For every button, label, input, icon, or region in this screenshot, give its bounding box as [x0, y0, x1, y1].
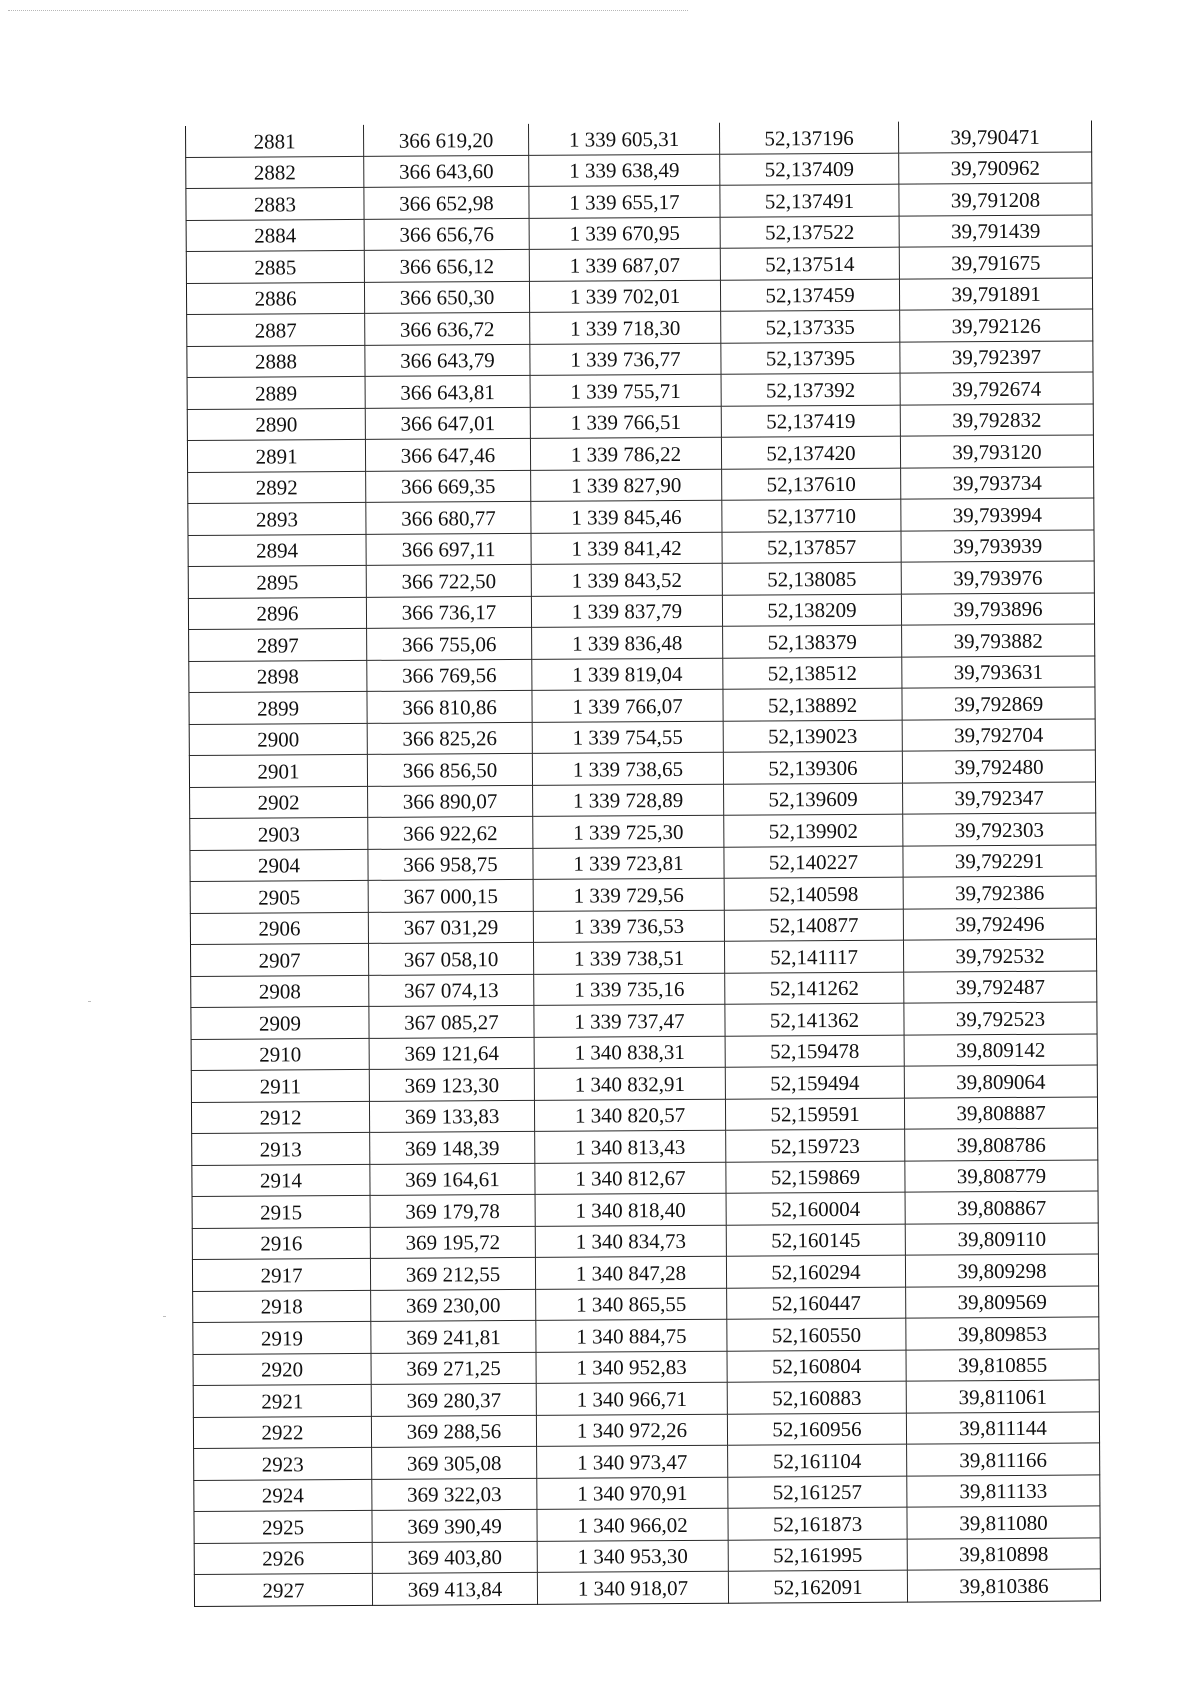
x-coordinate-cell: 366 697,11: [366, 533, 531, 566]
table-row: [186, 151, 1092, 188]
table-row: [187, 403, 1093, 440]
latitude-cell: 52,159478: [725, 1035, 904, 1068]
point-number-cell: 2897: [189, 628, 367, 661]
x-coordinate-cell: 366 652,98: [364, 186, 529, 219]
point-number-cell: 2886: [186, 282, 364, 315]
y-coordinate-cell: 1 339 718,30: [530, 311, 721, 344]
x-coordinate-cell: 369 164,61: [370, 1163, 535, 1196]
coordinates-table: [185, 120, 1101, 1606]
longitude-cell: 39,792397: [900, 340, 1093, 373]
longitude-cell: 39,791439: [899, 214, 1092, 247]
x-coordinate-cell: 366 636,72: [365, 312, 530, 345]
longitude-cell: 39,792674: [900, 372, 1093, 405]
x-coordinate-cell: 369 195,72: [370, 1226, 535, 1259]
point-number-cell: 2926: [194, 1542, 372, 1575]
latitude-cell: 52,139023: [723, 720, 902, 753]
point-number-cell: 2895: [188, 565, 366, 598]
table-row: [188, 466, 1094, 503]
point-number-cell: 2900: [189, 723, 367, 756]
table-row: [189, 718, 1095, 755]
latitude-cell: 52,139609: [724, 783, 903, 816]
point-number-cell: 2905: [190, 880, 368, 913]
x-coordinate-cell: 366 656,12: [364, 249, 529, 282]
x-coordinate-cell: 369 403,80: [372, 1541, 537, 1574]
point-number-cell: 2917: [192, 1258, 370, 1291]
longitude-cell: 39,811144: [906, 1411, 1099, 1444]
y-coordinate-cell: 1 339 723,81: [533, 847, 724, 880]
x-coordinate-cell: 366 643,79: [365, 344, 530, 377]
y-coordinate-cell: 1 339 755,71: [530, 374, 721, 407]
latitude-cell: 52,138512: [723, 657, 902, 690]
y-coordinate-cell: 1 339 670,95: [529, 217, 720, 250]
latitude-cell: 52,159723: [726, 1129, 905, 1162]
longitude-cell: 39,790471: [898, 120, 1091, 152]
longitude-cell: 39,811061: [906, 1380, 1099, 1413]
point-number-cell: 2907: [190, 943, 368, 976]
table-row: [190, 844, 1096, 881]
longitude-cell: 39,792496: [903, 907, 1096, 940]
point-number-cell: 2921: [193, 1384, 371, 1417]
x-coordinate-cell: 369 305,08: [372, 1446, 537, 1479]
y-coordinate-cell: 1 340 953,30: [537, 1540, 728, 1573]
table-row: [190, 907, 1096, 944]
x-coordinate-cell: 369 241,81: [371, 1320, 536, 1353]
latitude-cell: 52,160804: [727, 1350, 906, 1383]
point-number-cell: 2903: [190, 817, 368, 850]
point-number-cell: 2922: [193, 1416, 371, 1449]
x-coordinate-cell: 369 133,83: [369, 1100, 534, 1133]
x-coordinate-cell: 366 656,76: [364, 218, 529, 251]
y-coordinate-cell: 1 339 766,07: [532, 689, 723, 722]
x-coordinate-cell: 369 390,49: [372, 1509, 537, 1542]
point-number-cell: 2912: [191, 1101, 369, 1134]
x-coordinate-cell: 366 755,06: [367, 627, 532, 660]
table-row: [185, 120, 1091, 157]
latitude-cell: 52,137419: [721, 405, 900, 438]
y-coordinate-cell: 1 340 952,83: [536, 1351, 727, 1384]
y-coordinate-cell: 1 339 729,56: [533, 878, 724, 911]
latitude-cell: 52,160550: [727, 1318, 906, 1351]
latitude-cell: 52,137409: [720, 153, 899, 186]
x-coordinate-cell: 369 212,55: [370, 1257, 535, 1290]
y-coordinate-cell: 1 339 702,01: [529, 280, 720, 313]
y-coordinate-cell: 1 340 884,75: [536, 1319, 727, 1352]
longitude-cell: 39,810855: [906, 1348, 1099, 1381]
x-coordinate-cell: 366 922,62: [368, 816, 533, 849]
longitude-cell: 39,793631: [902, 655, 1095, 688]
table-row: [194, 1537, 1100, 1574]
longitude-cell: 39,809142: [904, 1033, 1097, 1066]
table-row: [192, 1159, 1098, 1196]
table-row: [187, 309, 1093, 346]
longitude-cell: 39,809064: [904, 1065, 1097, 1098]
point-number-cell: 2923: [194, 1447, 372, 1480]
latitude-cell: 52,160294: [726, 1255, 905, 1288]
x-coordinate-cell: 367 074,13: [369, 974, 534, 1007]
longitude-cell: 39,793994: [901, 498, 1094, 531]
y-coordinate-cell: 1 340 918,07: [537, 1571, 728, 1604]
point-number-cell: 2918: [193, 1290, 371, 1323]
y-coordinate-cell: 1 339 687,07: [529, 248, 720, 281]
table-row: [191, 1002, 1097, 1039]
longitude-cell: 39,793896: [901, 592, 1094, 625]
longitude-cell: 39,793882: [902, 624, 1095, 657]
y-coordinate-cell: 1 339 836,48: [532, 626, 723, 659]
point-number-cell: 2904: [190, 849, 368, 882]
latitude-cell: 52,137710: [722, 499, 901, 532]
x-coordinate-cell: 367 058,10: [368, 942, 533, 975]
table-row: [192, 1191, 1098, 1228]
point-number-cell: 2916: [192, 1227, 370, 1260]
scan-speck: [163, 1316, 166, 1317]
latitude-cell: 52,159869: [726, 1161, 905, 1194]
x-coordinate-cell: 367 031,29: [368, 911, 533, 944]
latitude-cell: 52,137459: [720, 279, 899, 312]
table-row: [193, 1317, 1099, 1354]
point-number-cell: 2915: [192, 1195, 370, 1228]
longitude-cell: 39,792704: [902, 718, 1095, 751]
table-row: [194, 1569, 1100, 1606]
longitude-cell: 39,792291: [903, 844, 1096, 877]
y-coordinate-cell: 1 339 736,53: [533, 910, 724, 943]
table-row: [186, 183, 1092, 220]
x-coordinate-cell: 366 647,01: [365, 407, 530, 440]
point-number-cell: 2888: [187, 345, 365, 378]
longitude-cell: 39,792347: [903, 781, 1096, 814]
latitude-cell: 52,140227: [724, 846, 903, 879]
y-coordinate-cell: 1 339 638,49: [529, 154, 720, 187]
table-row: [190, 813, 1096, 850]
latitude-cell: 52,139902: [724, 814, 903, 847]
y-coordinate-cell: 1 340 832,91: [534, 1067, 725, 1100]
latitude-cell: 52,141362: [725, 1003, 904, 1036]
x-coordinate-cell: 366 680,77: [366, 501, 531, 534]
latitude-cell: 52,160883: [727, 1381, 906, 1414]
point-number-cell: 2891: [187, 439, 365, 472]
scan-speck: [88, 1001, 91, 1002]
table-row: [187, 372, 1093, 409]
longitude-cell: 39,810898: [907, 1537, 1100, 1570]
y-coordinate-cell: 1 340 973,47: [537, 1445, 728, 1478]
longitude-cell: 39,810386: [907, 1569, 1100, 1602]
point-number-cell: 2889: [187, 376, 365, 409]
longitude-cell: 39,793120: [900, 435, 1093, 468]
latitude-cell: 52,162091: [728, 1570, 907, 1603]
point-number-cell: 2911: [191, 1069, 369, 1102]
latitude-cell: 52,160447: [727, 1287, 906, 1320]
table-row: [192, 1254, 1098, 1291]
y-coordinate-cell: 1 339 735,16: [534, 973, 725, 1006]
y-coordinate-cell: 1 339 766,51: [530, 406, 721, 439]
table-row: [194, 1443, 1100, 1480]
latitude-cell: 52,138209: [722, 594, 901, 627]
latitude-cell: 52,140877: [724, 909, 903, 942]
y-coordinate-cell: 1 339 754,55: [532, 721, 723, 754]
x-coordinate-cell: 366 643,60: [364, 155, 529, 188]
latitude-cell: 52,159494: [725, 1066, 904, 1099]
x-coordinate-cell: 369 280,37: [371, 1383, 536, 1416]
longitude-cell: 39,792869: [902, 687, 1095, 720]
latitude-cell: 52,141262: [725, 972, 904, 1005]
latitude-cell: 52,160145: [726, 1224, 905, 1257]
latitude-cell: 52,160956: [727, 1413, 906, 1446]
point-number-cell: 2890: [187, 408, 365, 441]
point-number-cell: 2906: [190, 912, 368, 945]
y-coordinate-cell: 1 340 970,91: [537, 1477, 728, 1510]
x-coordinate-cell: 366 643,81: [365, 375, 530, 408]
y-coordinate-cell: 1 339 819,04: [532, 658, 723, 691]
longitude-cell: 39,808887: [904, 1096, 1097, 1129]
x-coordinate-cell: 369 230,00: [371, 1289, 536, 1322]
longitude-cell: 39,793976: [901, 561, 1094, 594]
point-number-cell: 2913: [192, 1132, 370, 1165]
table-row: [191, 1096, 1097, 1133]
longitude-cell: 39,793734: [901, 466, 1094, 499]
y-coordinate-cell: 1 339 841,42: [531, 532, 722, 565]
x-coordinate-cell: 366 890,07: [368, 785, 533, 818]
y-coordinate-cell: 1 339 725,30: [533, 815, 724, 848]
table-row: [187, 435, 1093, 472]
table-row: [187, 340, 1093, 377]
table-row: [189, 655, 1095, 692]
latitude-cell: 52,139306: [723, 751, 902, 784]
x-coordinate-cell: 367 085,27: [369, 1005, 534, 1038]
point-number-cell: 2925: [194, 1510, 372, 1543]
y-coordinate-cell: 1 339 843,52: [531, 563, 722, 596]
longitude-cell: 39,811133: [907, 1474, 1100, 1507]
latitude-cell: 52,161873: [728, 1507, 907, 1540]
point-number-cell: 2902: [190, 786, 368, 819]
y-coordinate-cell: 1 340 838,31: [534, 1036, 725, 1069]
point-number-cell: 2901: [189, 754, 367, 787]
longitude-cell: 39,792487: [904, 970, 1097, 1003]
longitude-cell: 39,791208: [899, 183, 1092, 216]
x-coordinate-cell: 366 669,35: [366, 470, 531, 503]
longitude-cell: 39,809569: [906, 1285, 1099, 1318]
point-number-cell: 2885: [186, 250, 364, 283]
y-coordinate-cell: 1 339 837,79: [531, 595, 722, 628]
latitude-cell: 52,138085: [722, 562, 901, 595]
longitude-cell: 39,791891: [899, 277, 1092, 310]
table-row: [193, 1380, 1099, 1417]
x-coordinate-cell: 366 810,86: [367, 690, 532, 723]
longitude-cell: 39,811166: [907, 1443, 1100, 1476]
point-number-cell: 2881: [185, 125, 363, 157]
table-row: [189, 624, 1095, 661]
point-number-cell: 2887: [187, 313, 365, 346]
x-coordinate-cell: 366 958,75: [368, 848, 533, 881]
latitude-cell: 52,138379: [723, 625, 902, 658]
scan-artifact-line: [8, 10, 688, 11]
table-row: [190, 876, 1096, 913]
coordinates-table-body: [185, 120, 1100, 1606]
point-number-cell: 2927: [194, 1573, 372, 1606]
longitude-cell: 39,808786: [905, 1128, 1098, 1161]
x-coordinate-cell: 369 148,39: [370, 1131, 535, 1164]
longitude-cell: 39,791675: [899, 246, 1092, 279]
table-row: [194, 1474, 1100, 1511]
point-number-cell: 2910: [191, 1038, 369, 1071]
longitude-cell: 39,792303: [903, 813, 1096, 846]
x-coordinate-cell: 366 856,50: [367, 753, 532, 786]
y-coordinate-cell: 1 340 966,71: [536, 1382, 727, 1415]
y-coordinate-cell: 1 339 827,90: [531, 469, 722, 502]
longitude-cell: 39,792126: [900, 309, 1093, 342]
table-row: [192, 1222, 1098, 1259]
point-number-cell: 2896: [188, 597, 366, 630]
latitude-cell: 52,137514: [720, 247, 899, 280]
longitude-cell: 39,809853: [906, 1317, 1099, 1350]
longitude-cell: 39,792832: [900, 403, 1093, 436]
point-number-cell: 2914: [192, 1164, 370, 1197]
latitude-cell: 52,137392: [721, 373, 900, 406]
x-coordinate-cell: 369 271,25: [371, 1352, 536, 1385]
longitude-cell: 39,808779: [905, 1159, 1098, 1192]
table-row: [190, 939, 1096, 976]
latitude-cell: 52,137335: [721, 310, 900, 343]
x-coordinate-cell: 369 123,30: [369, 1068, 534, 1101]
y-coordinate-cell: 1 340 812,67: [535, 1162, 726, 1195]
y-coordinate-cell: 1 340 865,55: [536, 1288, 727, 1321]
longitude-cell: 39,790962: [899, 151, 1092, 184]
latitude-cell: 52,137522: [720, 216, 899, 249]
table-row: [188, 592, 1094, 629]
point-number-cell: 2924: [194, 1479, 372, 1512]
point-number-cell: 2909: [191, 1006, 369, 1039]
y-coordinate-cell: 1 340 834,73: [535, 1225, 726, 1258]
table-row: [191, 1033, 1097, 1070]
table-row: [194, 1506, 1100, 1543]
x-coordinate-cell: 369 413,84: [372, 1572, 537, 1605]
longitude-cell: 39,792386: [903, 876, 1096, 909]
point-number-cell: 2899: [189, 691, 367, 724]
y-coordinate-cell: 1 340 820,57: [534, 1099, 725, 1132]
latitude-cell: 52,161104: [728, 1444, 907, 1477]
y-coordinate-cell: 1 339 728,89: [533, 784, 724, 817]
x-coordinate-cell: 369 179,78: [370, 1194, 535, 1227]
table-row: [193, 1285, 1099, 1322]
point-number-cell: 2894: [188, 534, 366, 567]
x-coordinate-cell: 366 769,56: [367, 659, 532, 692]
point-number-cell: 2884: [186, 219, 364, 252]
x-coordinate-cell: 366 650,30: [364, 281, 529, 314]
point-number-cell: 2898: [189, 660, 367, 693]
y-coordinate-cell: 1 340 818,40: [535, 1193, 726, 1226]
point-number-cell: 2883: [186, 187, 364, 220]
latitude-cell: 52,161995: [728, 1539, 907, 1572]
x-coordinate-cell: 369 322,03: [372, 1478, 537, 1511]
y-coordinate-cell: 1 340 966,02: [537, 1508, 728, 1541]
latitude-cell: 52,141117: [724, 940, 903, 973]
longitude-cell: 39,809110: [905, 1222, 1098, 1255]
point-number-cell: 2893: [188, 502, 366, 535]
y-coordinate-cell: 1 340 847,28: [535, 1256, 726, 1289]
x-coordinate-cell: 369 121,64: [369, 1037, 534, 1070]
latitude-cell: 52,137610: [722, 468, 901, 501]
y-coordinate-cell: 1 340 813,43: [535, 1130, 726, 1163]
longitude-cell: 39,792480: [902, 750, 1095, 783]
y-coordinate-cell: 1 339 786,22: [530, 437, 721, 470]
latitude-cell: 52,140598: [724, 877, 903, 910]
latitude-cell: 52,160004: [726, 1192, 905, 1225]
x-coordinate-cell: 366 825,26: [367, 722, 532, 755]
y-coordinate-cell: 1 339 655,17: [529, 185, 720, 218]
table-row: [188, 561, 1094, 598]
point-number-cell: 2908: [191, 975, 369, 1008]
latitude-cell: 52,137395: [721, 342, 900, 375]
point-number-cell: 2892: [188, 471, 366, 504]
table-row: [192, 1128, 1098, 1165]
x-coordinate-cell: 366 647,46: [365, 438, 530, 471]
x-coordinate-cell: 366 722,50: [366, 564, 531, 597]
point-number-cell: 2920: [193, 1353, 371, 1386]
longitude-cell: 39,809298: [905, 1254, 1098, 1287]
latitude-cell: 52,137491: [720, 184, 899, 217]
longitude-cell: 39,811080: [907, 1506, 1100, 1539]
x-coordinate-cell: 367 000,15: [368, 879, 533, 912]
table-row: [186, 246, 1092, 283]
table-row: [188, 529, 1094, 566]
latitude-cell: 52,138892: [723, 688, 902, 721]
longitude-cell: 39,792523: [904, 1002, 1097, 1035]
latitude-cell: 52,137196: [719, 122, 898, 154]
y-coordinate-cell: 1 339 738,51: [533, 941, 724, 974]
table-row: [189, 750, 1095, 787]
point-number-cell: 2882: [186, 156, 364, 189]
x-coordinate-cell: 366 619,20: [363, 124, 528, 156]
y-coordinate-cell: 1 339 736,77: [530, 343, 721, 376]
longitude-cell: 39,793939: [901, 529, 1094, 562]
table-row: [191, 970, 1097, 1007]
table-row: [190, 781, 1096, 818]
y-coordinate-cell: 1 339 605,31: [528, 123, 719, 155]
point-number-cell: 2919: [193, 1321, 371, 1354]
y-coordinate-cell: 1 339 845,46: [531, 500, 722, 533]
table-row: [189, 687, 1095, 724]
latitude-cell: 52,137420: [721, 436, 900, 469]
latitude-cell: 52,137857: [722, 531, 901, 564]
table-row: [193, 1348, 1099, 1385]
y-coordinate-cell: 1 340 972,26: [536, 1414, 727, 1447]
x-coordinate-cell: 366 736,17: [366, 596, 531, 629]
y-coordinate-cell: 1 339 738,65: [532, 752, 723, 785]
latitude-cell: 52,159591: [725, 1098, 904, 1131]
table-row: [188, 498, 1094, 535]
table-row: [191, 1065, 1097, 1102]
table-row: [186, 277, 1092, 314]
longitude-cell: 39,808867: [905, 1191, 1098, 1224]
x-coordinate-cell: 369 288,56: [371, 1415, 536, 1448]
longitude-cell: 39,792532: [903, 939, 1096, 972]
y-coordinate-cell: 1 339 737,47: [534, 1004, 725, 1037]
table-row: [193, 1411, 1099, 1448]
latitude-cell: 52,161257: [728, 1476, 907, 1509]
table-row: [186, 214, 1092, 251]
